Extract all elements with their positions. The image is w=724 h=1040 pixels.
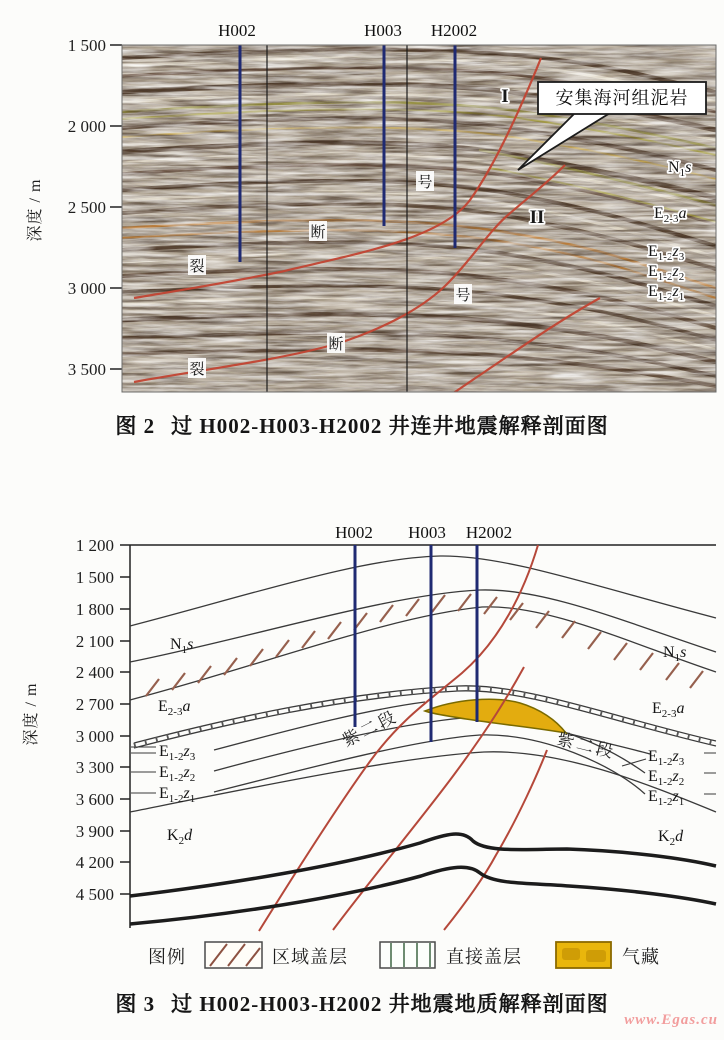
tick-label: 1 800 [75, 600, 114, 619]
figure3-legend [148, 942, 660, 968]
figure3-axis-title: 深度 / m [23, 682, 40, 746]
tick-label: 2 000 [67, 117, 106, 136]
well-label-h002: H002 [218, 21, 256, 40]
well-label-h2002: H2002 [430, 21, 478, 40]
legend-label-gas: 气藏 [622, 947, 660, 967]
horizon-z1-base [130, 752, 716, 812]
label-n1s: $N_1s$ [668, 159, 692, 179]
tick-label: 3 500 [67, 360, 106, 379]
tick-label: 1 500 [75, 568, 114, 587]
label-z2: $E_{1-2}z_2$ [648, 768, 685, 788]
figure3-caption-number: 图 3 [115, 992, 156, 1016]
direct-seal-band [134, 686, 716, 751]
legend-swatch-regional-seal [205, 942, 262, 968]
figure3-caption-text: 过 H002-H003-H2002 井地震地质解释剖面图 [171, 992, 609, 1016]
fault-char: 号 [417, 175, 433, 191]
label-leader-lines [131, 747, 716, 794]
label-z2: $E_{1-2}z_2$ [648, 263, 685, 283]
label-e23a: $E_{2-3}a$ [652, 700, 685, 720]
tick-label: 2 700 [75, 695, 114, 714]
tick-label: 4 500 [75, 885, 114, 904]
tick-label: 1 500 [67, 36, 106, 55]
fault-char: 号 [455, 288, 471, 304]
label-k2d: $K_2d$ [167, 827, 193, 847]
fault-char: 裂 [189, 362, 205, 378]
figure2-caption [0, 410, 724, 440]
tick-label: 2 400 [75, 663, 114, 682]
ziduan-label-right: 紫二段 [555, 729, 618, 763]
label-z1: $E_{1-2}z_1$ [159, 785, 196, 805]
figure2-tick-marks [110, 45, 122, 369]
tick-label: 3 000 [67, 279, 106, 298]
label-z1: $E_{1-2}z_1$ [648, 283, 685, 303]
ziduan-label-left: 紫二段 [339, 706, 402, 751]
legend-label-regional-seal: 区域盖层 [272, 947, 348, 967]
tick-label: 3 900 [75, 822, 114, 841]
well-label-h003: H003 [408, 523, 446, 542]
tick-label: 3 600 [75, 790, 114, 809]
tick-label: 1 200 [75, 536, 114, 555]
label-z3: $E_{1-2}z_3$ [648, 748, 685, 768]
fault-char: 断 [328, 337, 344, 353]
fault-line [444, 750, 547, 930]
watermark: www.Egas.cu [624, 1012, 718, 1028]
horizon-line [130, 556, 716, 626]
k2d-thick-horizons [130, 834, 716, 924]
legend-label-direct-seal: 直接盖层 [446, 947, 522, 967]
tick-label: 3 000 [75, 727, 114, 746]
fault-II-numeral: II [529, 207, 545, 228]
horizon-line [130, 607, 716, 700]
label-z3: $E_{1-2}z_3$ [648, 243, 685, 263]
legend-swatch-gas [556, 942, 611, 968]
figure3-caption [0, 988, 724, 1018]
figure3-tick-marks [120, 545, 130, 894]
well-label-h003: H003 [364, 21, 402, 40]
figure2-caption-text: 过 H002-H003-H2002 井连井地震解释剖面图 [171, 414, 609, 438]
legend-title: 图例 [148, 947, 186, 967]
figure3-fault-lines [259, 545, 547, 931]
label-z3: $E_{1-2}z_3$ [159, 743, 196, 763]
label-k2d: $K_2d$ [658, 828, 684, 848]
figure3-strata-labels-right [648, 644, 686, 848]
fault-I-numeral: I [501, 86, 509, 107]
label-n1s: $N_1s$ [663, 644, 687, 664]
fault-char: 断 [310, 225, 326, 241]
label-n1s: $N_1s$ [170, 636, 194, 656]
figure2-axis-title: 深度 / m [27, 178, 44, 242]
well-label-h2002: H2002 [465, 523, 513, 542]
fault-char: 裂 [189, 259, 205, 275]
figure2-well-labels [218, 21, 477, 40]
figure2-depth-axis [26, 36, 122, 379]
label-z2: $E_{1-2}z_2$ [159, 764, 196, 784]
callout-text: 安集海河组泥岩 [555, 88, 689, 108]
fault-line-main [259, 545, 538, 931]
figure3-geological-section [0, 505, 724, 975]
label-e23a: $E_{2-3}a$ [158, 698, 191, 718]
label-e23a: $E_{2-3}a$ [654, 205, 687, 225]
well-label-h002: H002 [335, 523, 373, 542]
label-z1: $E_{1-2}z_1$ [648, 788, 685, 808]
figure3-strata-labels-left [158, 636, 196, 847]
horizon-n1s-base [130, 590, 716, 662]
tick-label: 3 300 [75, 758, 114, 777]
figure2-caption-number: 图 2 [115, 414, 156, 438]
figure2-seismic-profile [0, 0, 724, 400]
tick-label: 2 100 [75, 632, 114, 651]
figure3-horizons [130, 556, 716, 812]
tick-label: 4 200 [75, 853, 114, 872]
figure3-well-labels [335, 523, 512, 542]
legend-swatch-direct-seal [380, 942, 435, 968]
regional-seal-hatching [146, 594, 703, 696]
tick-label: 2 500 [67, 198, 106, 217]
